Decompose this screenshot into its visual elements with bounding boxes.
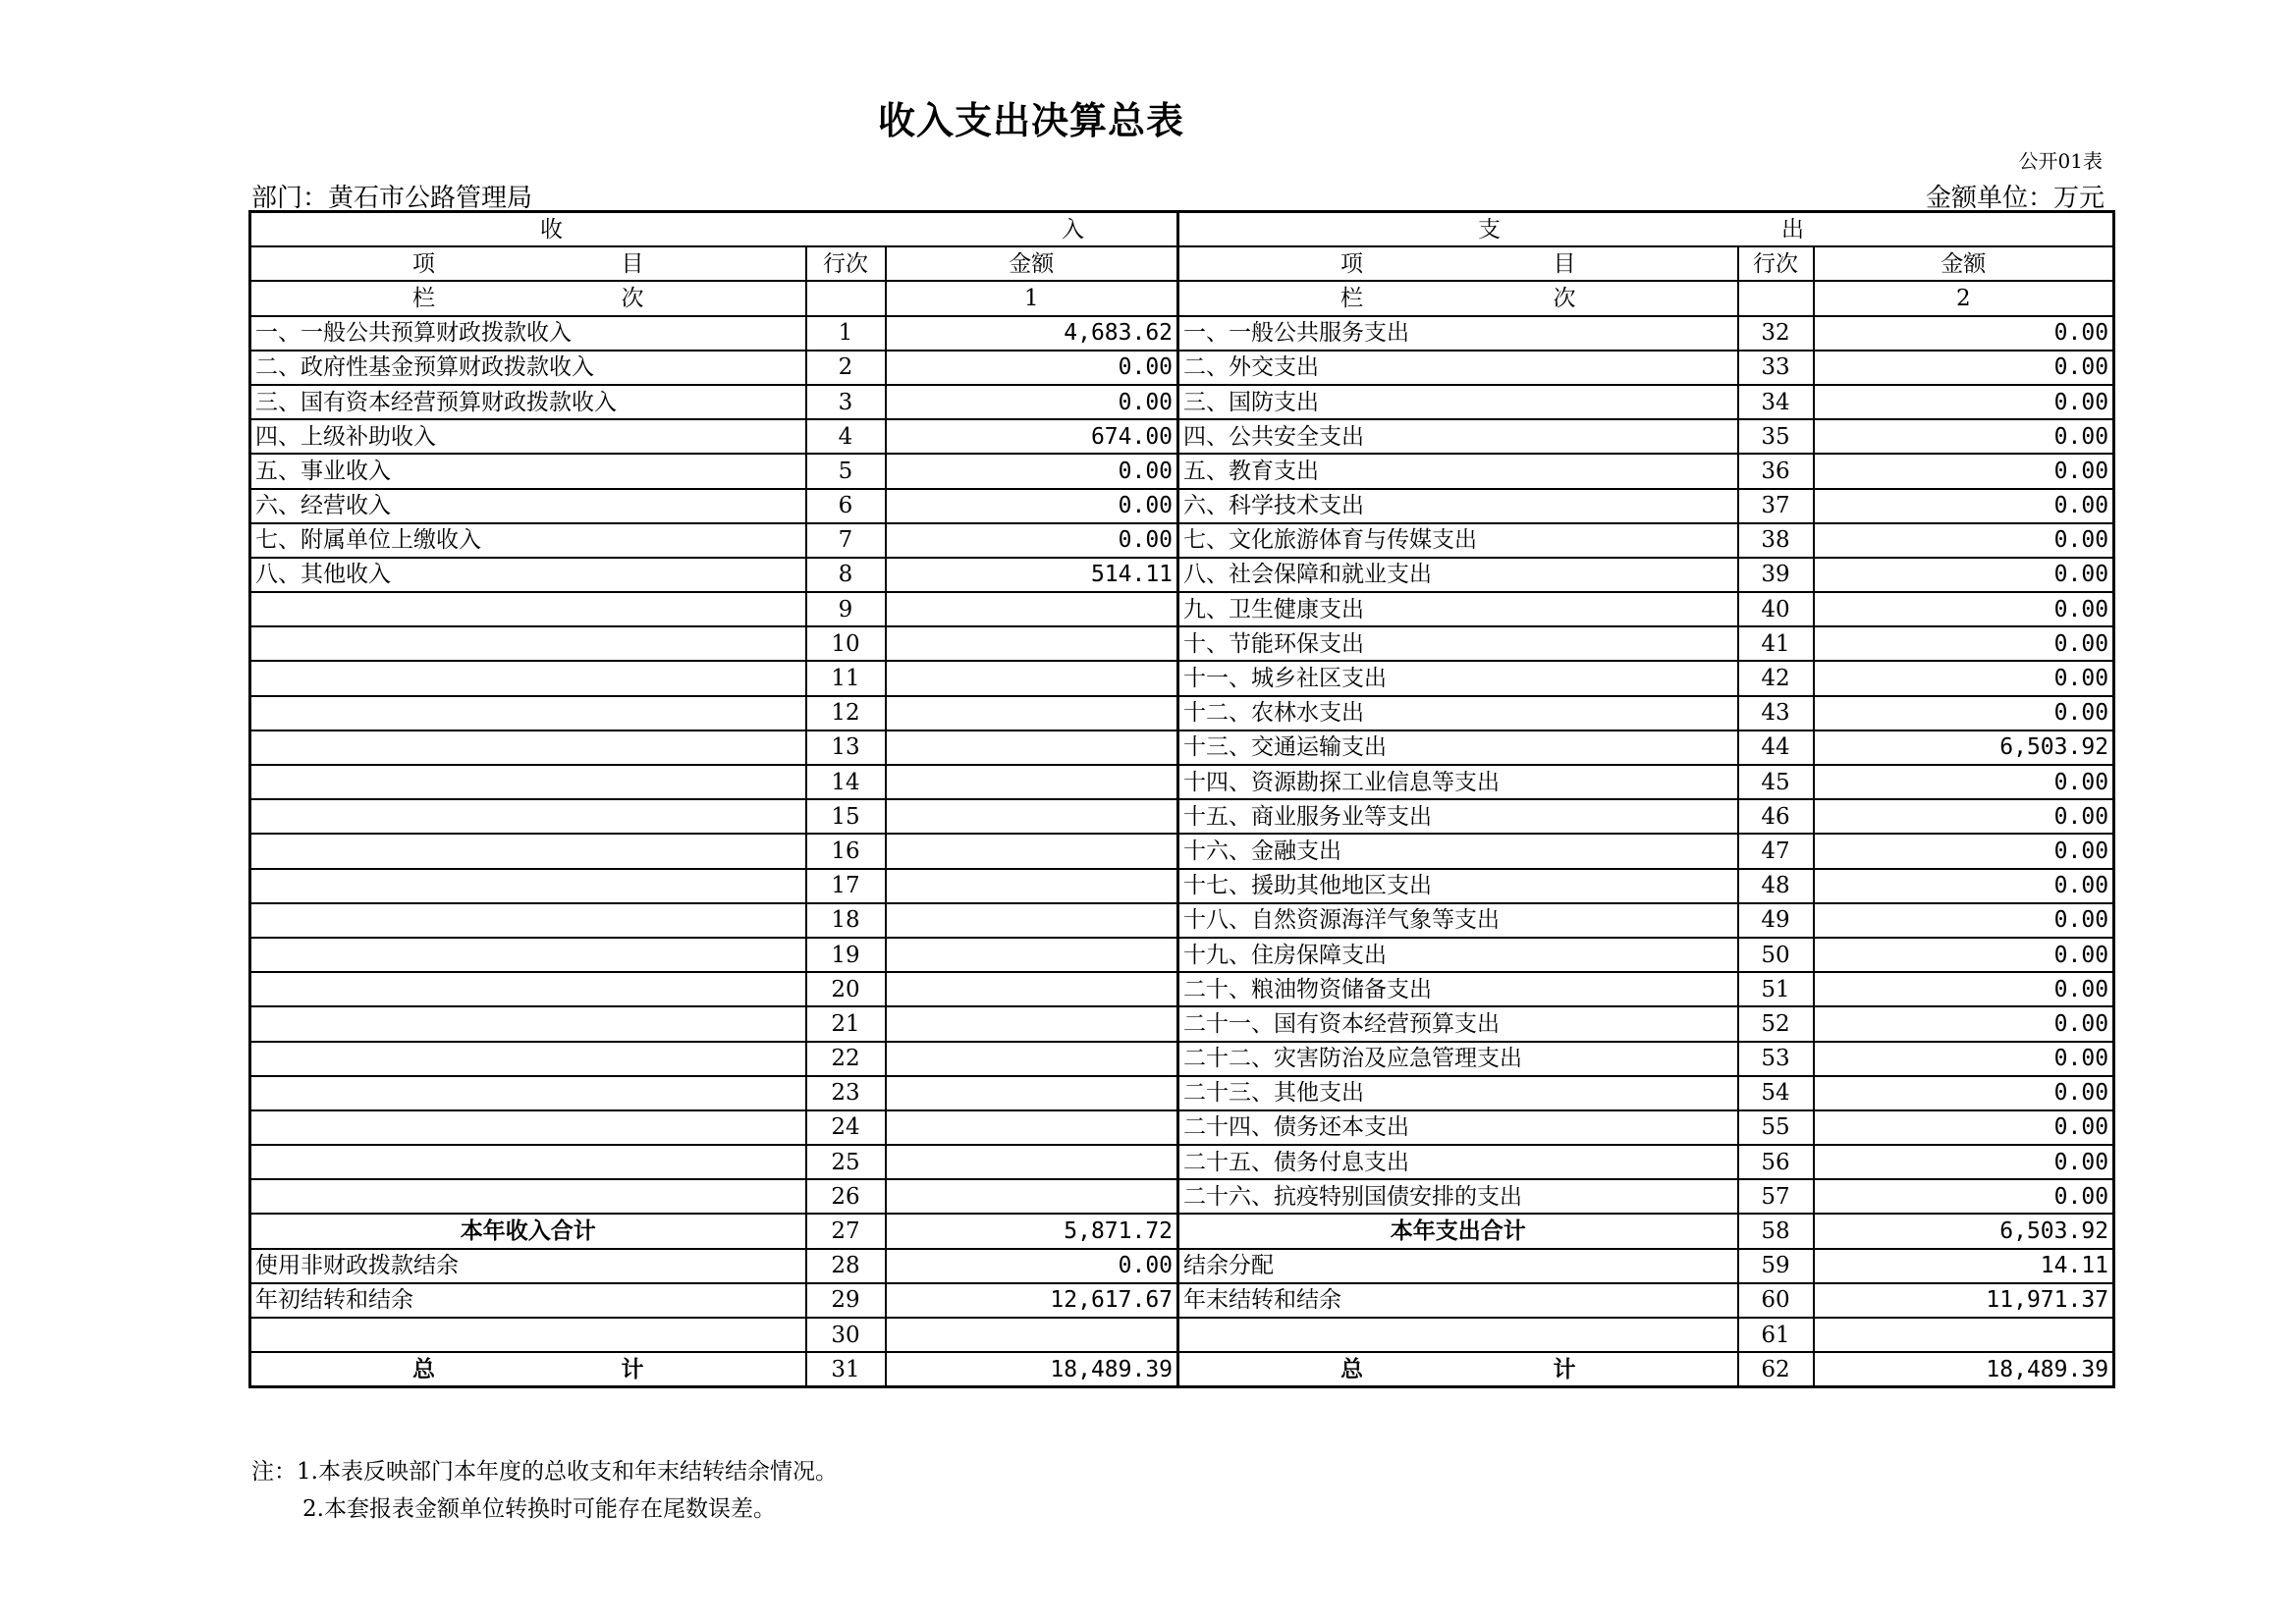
expense-item: 十五、商业服务业等支出 — [1178, 799, 1738, 834]
income-item — [250, 1076, 806, 1110]
expense-item: 二十四、债务还本支出 — [1178, 1110, 1738, 1145]
income-row-no: 27 — [806, 1214, 886, 1248]
income-row-no: 7 — [806, 523, 886, 558]
expense-amount: 0.00 — [1814, 1042, 2114, 1076]
table-row — [250, 765, 2114, 799]
table-row — [250, 1318, 2114, 1352]
expense-item: 七、文化旅游体育与传媒支出 — [1178, 523, 1738, 558]
income-row-no: 12 — [806, 696, 886, 730]
table-row — [250, 938, 2114, 972]
income-amount — [886, 626, 1178, 661]
expense-amount: 0.00 — [1814, 1076, 2114, 1110]
expense-row-no: 36 — [1738, 454, 1814, 488]
expense-item: 十六、金融支出 — [1178, 834, 1738, 868]
income-item-header — [250, 246, 806, 281]
income-row-no: 20 — [806, 972, 886, 1006]
expense-item: 二十三、其他支出 — [1178, 1076, 1738, 1110]
expense-row-no: 49 — [1738, 903, 1814, 938]
expense-amount-header: 金额 — [1814, 246, 2114, 281]
page-title: 收入支出决算总表 — [877, 99, 1184, 142]
table-row — [250, 903, 2114, 938]
expense-row-no: 52 — [1738, 1006, 1814, 1041]
expense-row-no: 47 — [1738, 834, 1814, 868]
income-row-no: 16 — [806, 834, 886, 868]
income-amount — [886, 1179, 1178, 1214]
income-row-no: 17 — [806, 869, 886, 903]
table-row — [250, 972, 2114, 1006]
expense-row-no: 43 — [1738, 696, 1814, 730]
expense-amount: 0.00 — [1814, 1110, 2114, 1145]
income-item — [250, 661, 806, 695]
expense-row-no-header: 行次 — [1738, 246, 1814, 281]
table-row — [250, 696, 2114, 730]
income-amount — [886, 799, 1178, 834]
expense-item: 十三、交通运输支出 — [1178, 730, 1738, 765]
subtotal-row — [250, 1214, 2114, 1248]
expense-amount: 0.00 — [1814, 489, 2114, 523]
expense-amount: 0.00 — [1814, 661, 2114, 695]
income-item: 八、其他收入 — [250, 558, 806, 592]
income-amount — [886, 1145, 1178, 1179]
expense-row-no: 51 — [1738, 972, 1814, 1006]
expense-row-no: 32 — [1738, 316, 1814, 351]
expense-amount: 0.00 — [1814, 419, 2114, 454]
expense-amount: 0.00 — [1814, 1145, 2114, 1179]
income-amount-header: 金额 — [886, 246, 1178, 281]
expense-row-no: 48 — [1738, 869, 1814, 903]
income-row-no: 31 — [806, 1352, 886, 1387]
item-char-1: 项 — [1340, 250, 1364, 277]
expense-col-index-label — [1178, 281, 1738, 315]
income-amount — [886, 1076, 1178, 1110]
income-char-1: 收 — [540, 216, 563, 243]
income-item — [250, 592, 806, 626]
income-amount — [886, 1318, 1178, 1352]
expense-amount: 0.00 — [1814, 523, 2114, 558]
income-item: 七、附属单位上缴收入 — [250, 523, 806, 558]
expense-row-no: 33 — [1738, 351, 1814, 385]
table-row — [250, 1249, 2114, 1283]
income-row-no: 18 — [806, 903, 886, 938]
expense-item: 六、科学技术支出 — [1178, 489, 1738, 523]
expense-amount: 0.00 — [1814, 799, 2114, 834]
income-amount: 0.00 — [886, 385, 1178, 419]
income-amount: 0.00 — [886, 1249, 1178, 1283]
expense-row-no: 35 — [1738, 419, 1814, 454]
income-amount — [886, 765, 1178, 799]
income-item — [250, 1110, 806, 1145]
table-row — [250, 419, 2114, 454]
income-row-no: 2 — [806, 351, 886, 385]
expense-row-no: 55 — [1738, 1110, 1814, 1145]
income-row-no: 19 — [806, 938, 886, 972]
expense-amount: 0.00 — [1814, 696, 2114, 730]
income-row-no: 13 — [806, 730, 886, 765]
income-row-no: 9 — [806, 592, 886, 626]
expense-amount: 0.00 — [1814, 834, 2114, 868]
income-col-index-empty — [806, 281, 886, 315]
income-item — [250, 1145, 806, 1179]
income-row-no: 4 — [806, 419, 886, 454]
item-char-2: 目 — [621, 250, 644, 277]
expense-amount: 0.00 — [1814, 385, 2114, 419]
table-row — [250, 834, 2114, 868]
table-row — [250, 351, 2114, 385]
expense-row-no: 39 — [1738, 558, 1814, 592]
income-item — [250, 626, 806, 661]
expense-col-index-empty — [1738, 281, 1814, 315]
expense-item-header — [1178, 246, 1738, 281]
income-item — [250, 1179, 806, 1214]
table-row — [250, 1076, 2114, 1110]
expense-amount: 0.00 — [1814, 1006, 2114, 1041]
income-col-index: 1 — [886, 281, 1178, 315]
income-amount: 12,617.67 — [886, 1283, 1178, 1318]
income-row-no: 11 — [806, 661, 886, 695]
total-char-1: 总 — [412, 1356, 435, 1382]
income-amount — [886, 1006, 1178, 1041]
total-row — [250, 1352, 2114, 1387]
income-item: 一、一般公共预算财政拨款收入 — [250, 316, 806, 351]
expense-row-no: 34 — [1738, 385, 1814, 419]
expense-row-no: 41 — [1738, 626, 1814, 661]
income-item — [250, 765, 806, 799]
expense-amount: 0.00 — [1814, 592, 2114, 626]
income-item — [250, 834, 806, 868]
income-amount — [886, 592, 1178, 626]
col-char-1: 栏 — [412, 285, 435, 311]
expense-item: 十一、城乡社区支出 — [1178, 661, 1738, 695]
expense-item: 十八、自然资源海洋气象等支出 — [1178, 903, 1738, 938]
income-expense-table — [248, 210, 2115, 1388]
expense-total-amount: 18,489.39 — [1814, 1352, 2114, 1387]
expense-item: 十、节能环保支出 — [1178, 626, 1738, 661]
income-row-no: 8 — [806, 558, 886, 592]
income-item: 四、上级补助收入 — [250, 419, 806, 454]
expense-amount: 0.00 — [1814, 765, 2114, 799]
income-row-no: 25 — [806, 1145, 886, 1179]
income-row-no: 28 — [806, 1249, 886, 1283]
total-label — [1178, 1352, 1738, 1387]
income-amount — [886, 938, 1178, 972]
expense-item: 四、公共安全支出 — [1178, 419, 1738, 454]
income-amount: 514.11 — [886, 558, 1178, 592]
table-row — [250, 1283, 2114, 1318]
col-char-1: 栏 — [1340, 285, 1364, 311]
table-row — [250, 626, 2114, 661]
income-total-amount: 18,489.39 — [886, 1352, 1178, 1387]
expense-row-no: 44 — [1738, 730, 1814, 765]
income-row-no: 1 — [806, 316, 886, 351]
expense-item: 十九、住房保障支出 — [1178, 938, 1738, 972]
note-1: 注：1.本表反映部门本年度的总收支和年末结转结余情况。 — [251, 1459, 838, 1485]
expense-item: 二十二、灾害防治及应急管理支出 — [1178, 1042, 1738, 1076]
table-row — [250, 558, 2114, 592]
expense-amount: 0.00 — [1814, 626, 2114, 661]
income-item — [250, 869, 806, 903]
col-char-2: 次 — [621, 285, 644, 311]
expense-item: 二、外交支出 — [1178, 351, 1738, 385]
expense-item: 十四、资源勘探工业信息等支出 — [1178, 765, 1738, 799]
income-row-no: 22 — [806, 1042, 886, 1076]
income-row-no: 15 — [806, 799, 886, 834]
income-item: 年初结转和结余 — [250, 1283, 806, 1318]
income-row-no: 26 — [806, 1179, 886, 1214]
income-amount: 674.00 — [886, 419, 1178, 454]
col-char-2: 次 — [1553, 285, 1576, 311]
expense-item: 三、国防支出 — [1178, 385, 1738, 419]
expense-amount: 0.00 — [1814, 316, 2114, 351]
expense-row-no: 45 — [1738, 765, 1814, 799]
note-2: 2.本套报表金额单位转换时可能存在尾数误差。 — [302, 1496, 776, 1522]
expense-amount: 0.00 — [1814, 454, 2114, 488]
income-row-no: 29 — [806, 1283, 886, 1318]
income-item: 二、政府性基金预算财政拨款收入 — [250, 351, 806, 385]
income-row-no: 24 — [806, 1110, 886, 1145]
income-amount — [886, 661, 1178, 695]
expense-row-no: 60 — [1738, 1283, 1814, 1318]
table-row — [250, 1179, 2114, 1214]
income-item: 本年收入合计 — [250, 1214, 806, 1248]
department-label: 部门：黄石市公路管理局 — [251, 184, 533, 213]
expense-section-header — [1178, 212, 2114, 247]
income-amount — [886, 972, 1178, 1006]
expense-item: 九、卫生健康支出 — [1178, 592, 1738, 626]
header-row-columns — [250, 246, 2114, 281]
income-item — [250, 938, 806, 972]
table-row — [250, 1042, 2114, 1076]
expense-row-no: 38 — [1738, 523, 1814, 558]
expense-item: 二十一、国有资本经营预算支出 — [1178, 1006, 1738, 1041]
table-row — [250, 730, 2114, 765]
income-section-header — [250, 212, 1178, 247]
expense-row-no: 53 — [1738, 1042, 1814, 1076]
income-item — [250, 799, 806, 834]
total-char-2: 计 — [1553, 1356, 1576, 1382]
expense-item: 十二、农林水支出 — [1178, 696, 1738, 730]
income-row-no: 3 — [806, 385, 886, 419]
expense-amount — [1814, 1318, 2114, 1352]
income-item: 三、国有资本经营预算财政拨款收入 — [250, 385, 806, 419]
table-row — [250, 799, 2114, 834]
table-row — [250, 385, 2114, 419]
table-row — [250, 316, 2114, 351]
header-row-column-index — [250, 281, 2114, 315]
notes — [251, 1453, 838, 1528]
expense-row-no: 59 — [1738, 1249, 1814, 1283]
expense-row-no: 61 — [1738, 1318, 1814, 1352]
expense-row-no: 58 — [1738, 1214, 1814, 1248]
expense-row-no: 57 — [1738, 1179, 1814, 1214]
expense-amount: 0.00 — [1814, 351, 2114, 385]
income-row-no: 10 — [806, 626, 886, 661]
expense-item: 二十六、抗疫特别国债安排的支出 — [1178, 1179, 1738, 1214]
table-row — [250, 1110, 2114, 1145]
expense-item: 八、社会保障和就业支出 — [1178, 558, 1738, 592]
expense-item: 年末结转和结余 — [1178, 1283, 1738, 1318]
table-row — [250, 523, 2114, 558]
expense-item: 一、一般公共服务支出 — [1178, 316, 1738, 351]
total-char-2: 计 — [621, 1356, 644, 1382]
expense-row-no: 56 — [1738, 1145, 1814, 1179]
table-row — [250, 454, 2114, 488]
expense-char-1: 支 — [1478, 216, 1502, 243]
amount-unit-label: 金额单位：万元 — [1925, 184, 2105, 213]
expense-item: 二十五、债务付息支出 — [1178, 1145, 1738, 1179]
income-amount: 4,683.62 — [886, 316, 1178, 351]
income-item: 使用非财政拨款结余 — [250, 1249, 806, 1283]
income-item — [250, 696, 806, 730]
income-amount: 0.00 — [886, 523, 1178, 558]
expense-item: 结余分配 — [1178, 1249, 1738, 1283]
expense-row-no: 42 — [1738, 661, 1814, 695]
expense-amount: 0.00 — [1814, 938, 2114, 972]
expense-amount: 0.00 — [1814, 1179, 2114, 1214]
expense-char-2: 出 — [1781, 216, 1805, 243]
table-row — [250, 489, 2114, 523]
income-row-no: 23 — [806, 1076, 886, 1110]
income-item: 六、经营收入 — [250, 489, 806, 523]
income-row-no: 6 — [806, 489, 886, 523]
income-amount: 0.00 — [886, 454, 1178, 488]
expense-row-no: 62 — [1738, 1352, 1814, 1387]
table-row — [250, 1145, 2114, 1179]
expense-amount: 0.00 — [1814, 869, 2114, 903]
expense-amount: 14.11 — [1814, 1249, 2114, 1283]
income-item — [250, 972, 806, 1006]
header-row-section — [250, 212, 2114, 247]
income-item — [250, 730, 806, 765]
income-row-no: 5 — [806, 454, 886, 488]
expense-amount: 0.00 — [1814, 903, 2114, 938]
income-item — [250, 1042, 806, 1076]
total-label — [250, 1352, 806, 1387]
income-col-index-label — [250, 281, 806, 315]
expense-amount: 11,971.37 — [1814, 1283, 2114, 1318]
income-amount — [886, 903, 1178, 938]
expense-col-index: 2 — [1814, 281, 2114, 315]
expense-row-no: 37 — [1738, 489, 1814, 523]
income-amount — [886, 696, 1178, 730]
total-char-1: 总 — [1340, 1356, 1364, 1382]
income-amount: 0.00 — [886, 351, 1178, 385]
income-amount: 5,871.72 — [886, 1214, 1178, 1248]
expense-item: 十七、援助其他地区支出 — [1178, 869, 1738, 903]
expense-row-no: 50 — [1738, 938, 1814, 972]
expense-item: 本年支出合计 — [1178, 1214, 1738, 1248]
income-amount — [886, 1042, 1178, 1076]
expense-amount: 0.00 — [1814, 558, 2114, 592]
expense-amount: 6,503.92 — [1814, 730, 2114, 765]
income-row-no: 21 — [806, 1006, 886, 1041]
expense-row-no: 54 — [1738, 1076, 1814, 1110]
income-item — [250, 903, 806, 938]
income-char-2: 入 — [1062, 216, 1085, 243]
income-item — [250, 1318, 806, 1352]
income-amount — [886, 1110, 1178, 1145]
expense-amount: 0.00 — [1814, 972, 2114, 1006]
income-item — [250, 1006, 806, 1041]
item-char-2: 目 — [1553, 250, 1576, 277]
expense-amount: 6,503.92 — [1814, 1214, 2114, 1248]
income-row-no: 30 — [806, 1318, 886, 1352]
income-amount: 0.00 — [886, 489, 1178, 523]
expense-item — [1178, 1318, 1738, 1352]
income-amount — [886, 869, 1178, 903]
income-row-no-header: 行次 — [806, 246, 886, 281]
income-amount — [886, 730, 1178, 765]
income-amount — [886, 834, 1178, 868]
item-char-1: 项 — [412, 250, 435, 277]
expense-item: 五、教育支出 — [1178, 454, 1738, 488]
form-code: 公开01表 — [2018, 149, 2103, 173]
table-row — [250, 869, 2114, 903]
income-row-no: 14 — [806, 765, 886, 799]
table-row — [250, 661, 2114, 695]
expense-row-no: 46 — [1738, 799, 1814, 834]
income-item: 五、事业收入 — [250, 454, 806, 488]
table-row — [250, 592, 2114, 626]
expense-row-no: 40 — [1738, 592, 1814, 626]
expense-item: 二十、粮油物资储备支出 — [1178, 972, 1738, 1006]
table-row — [250, 1006, 2114, 1041]
